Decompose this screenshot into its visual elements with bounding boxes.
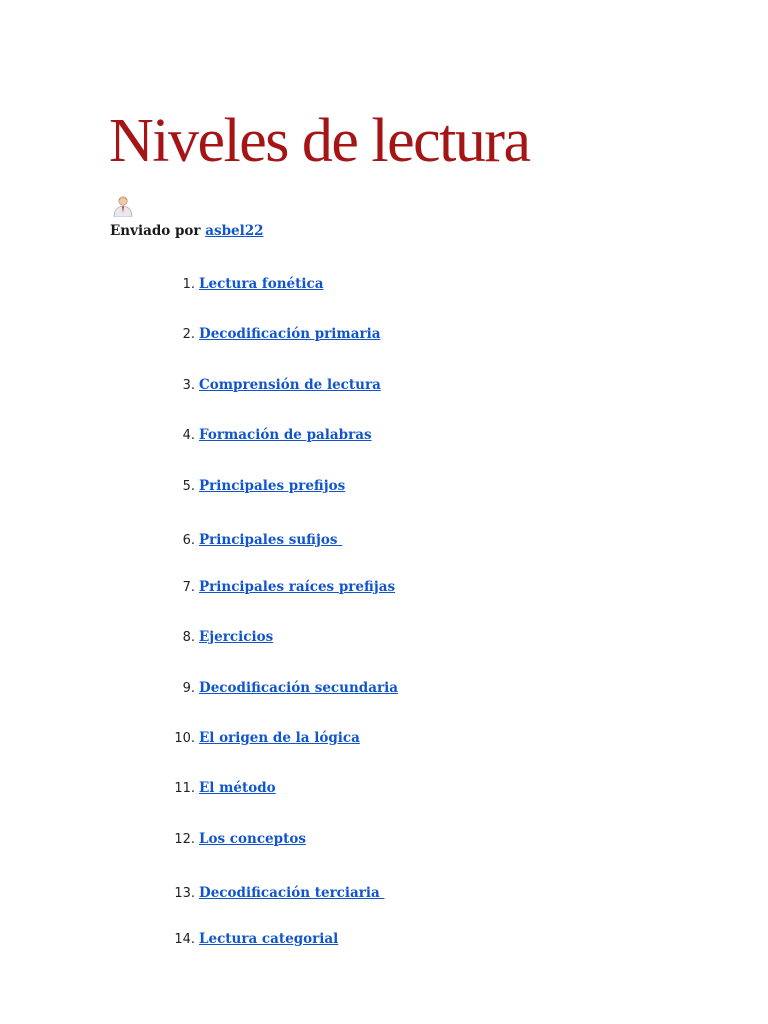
toc-item-number: 3. bbox=[182, 378, 195, 393]
toc-item-number: 10. bbox=[174, 731, 195, 746]
toc-link[interactable]: Decodificación primaria bbox=[199, 326, 381, 342]
author-link[interactable]: asbel22 bbox=[205, 223, 264, 239]
toc-link[interactable]: Los conceptos bbox=[199, 831, 306, 847]
toc-item bbox=[160, 274, 323, 294]
toc-item bbox=[160, 728, 360, 748]
toc-item bbox=[160, 530, 342, 550]
toc-link[interactable]: Lectura categorial bbox=[199, 931, 339, 947]
toc-item-number: 13. bbox=[174, 886, 195, 901]
toc-item-number: 2. bbox=[182, 327, 195, 342]
toc-item-number: 9. bbox=[182, 681, 195, 696]
toc-link[interactable]: Comprensión de lectura bbox=[199, 377, 381, 393]
toc-item-number: 1. bbox=[182, 277, 195, 292]
toc-item bbox=[160, 425, 372, 445]
toc-link[interactable]: Principales sufijos bbox=[199, 532, 343, 548]
toc-item bbox=[160, 476, 345, 496]
toc-item bbox=[160, 883, 384, 903]
toc-link[interactable]: El método bbox=[199, 780, 276, 796]
toc-item bbox=[160, 929, 338, 949]
toc-link[interactable]: Principales raíces prefijas bbox=[199, 579, 396, 595]
toc-item bbox=[160, 324, 380, 344]
page-title: Niveles de lectura bbox=[109, 107, 530, 175]
toc-item bbox=[160, 829, 306, 849]
toc-link[interactable]: Formación de palabras bbox=[199, 427, 372, 443]
toc-link[interactable]: Decodificación terciaria bbox=[199, 885, 385, 901]
toc-item-number: 12. bbox=[174, 832, 195, 847]
toc-item-number: 5. bbox=[182, 479, 195, 494]
byline bbox=[110, 221, 264, 241]
toc-link[interactable]: El origen de la lógica bbox=[199, 730, 360, 746]
toc-link[interactable]: Principales prefijos bbox=[199, 478, 346, 494]
toc-item bbox=[160, 778, 276, 798]
toc-item-number: 14. bbox=[174, 932, 195, 947]
byline-prefix: Enviado por bbox=[110, 223, 201, 239]
toc-link[interactable]: Decodificación secundaria bbox=[199, 680, 398, 696]
toc-item-number: 11. bbox=[174, 781, 195, 796]
user-avatar-icon bbox=[111, 195, 135, 217]
toc-item bbox=[160, 678, 398, 698]
toc-item-number: 8. bbox=[182, 630, 195, 645]
toc-link[interactable]: Lectura fonética bbox=[199, 276, 324, 292]
toc-item-number: 4. bbox=[182, 428, 195, 443]
toc-item-number: 7. bbox=[182, 580, 195, 595]
toc-link[interactable]: Ejercicios bbox=[199, 629, 274, 645]
toc-item bbox=[160, 627, 273, 647]
toc-item-number: 6. bbox=[182, 533, 195, 548]
toc-item bbox=[160, 577, 395, 597]
toc-item bbox=[160, 375, 381, 395]
